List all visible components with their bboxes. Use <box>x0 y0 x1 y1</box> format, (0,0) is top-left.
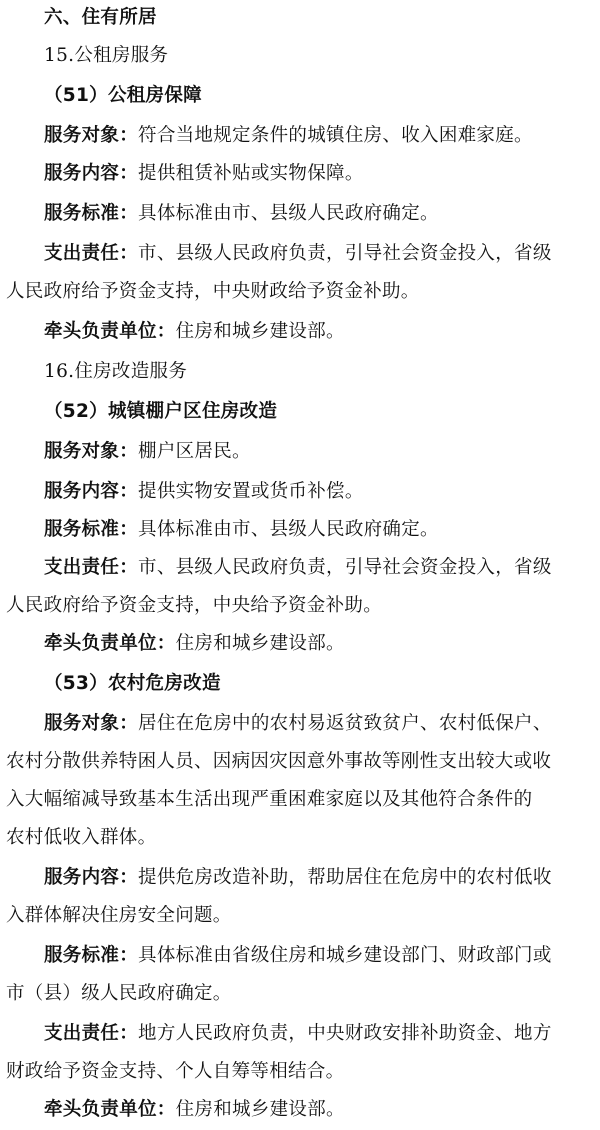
item53-target-line2: 农村分散供养特困人员、因病因灾因意外事故等刚性支出较大或收 <box>6 751 552 772</box>
item51-expense-line1 <box>0 242 600 266</box>
item-heading-53: （53）农村危房改造 <box>44 673 221 694</box>
item52-standard-text: 具体标准由市、县级人民政府确定。 <box>138 519 439 540</box>
item51-expense-text1: 市、县级人民政府负责，引导社会资金投入，省级 <box>138 243 552 264</box>
item53-lead-label: 牵头负责单位： <box>44 1099 176 1120</box>
item53-target-text1: 居住在危房中的农村易返贫致贫户、农村低保户、 <box>138 713 552 734</box>
item-heading-51: （51）公租房保障 <box>44 85 202 106</box>
item53-content-line1 <box>0 866 600 890</box>
item51-content-text: 提供租赁补贴或实物保障。 <box>138 163 364 184</box>
item53-target-line1 <box>0 712 600 736</box>
item51-expense-label: 支出责任： <box>44 243 139 264</box>
item53-content-line2: 入群体解决住房安全问题。 <box>6 905 232 926</box>
item51-standard-line <box>0 202 600 226</box>
item53-target-line4: 农村低收入群体。 <box>6 827 157 848</box>
item52-expense-label: 支出责任： <box>44 557 139 578</box>
item53-standard-line2: 市（县）级人民政府确定。 <box>6 983 232 1004</box>
item51-content-label: 服务内容： <box>44 163 139 184</box>
item53-expense-line1 <box>0 1022 600 1046</box>
item52-expense-text1: 市、县级人民政府负责，引导社会资金投入，省级 <box>138 557 552 578</box>
item52-lead-line <box>0 632 600 656</box>
item51-lead-text: 住房和城乡建设部。 <box>175 321 345 342</box>
item52-target-label: 服务对象： <box>44 441 139 462</box>
item51-target-line <box>0 124 600 148</box>
item53-target-label: 服务对象： <box>44 713 139 734</box>
item52-target-text: 棚户区居民。 <box>138 441 251 462</box>
item53-content-label: 服务内容： <box>44 867 139 888</box>
item-heading-52: （52）城镇棚户区住房改造 <box>44 401 278 422</box>
item52-content-text: 提供实物安置或货币补偿。 <box>138 481 364 502</box>
subsection-title-15: 15.公租房服务 <box>44 45 169 66</box>
item51-lead-line <box>0 320 600 344</box>
item52-expense-line2: 人民政府给予资金支持，中央给予资金补助。 <box>6 595 383 616</box>
item51-expense-line2: 人民政府给予资金支持，中央财政给予资金补助。 <box>6 281 420 302</box>
item53-expense-text1: 地方人民政府负责，中央财政安排补助资金、地方 <box>138 1023 552 1044</box>
item51-standard-text: 具体标准由市、县级人民政府确定。 <box>138 203 439 224</box>
item51-standard-label: 服务标准： <box>44 203 139 224</box>
item51-target-text: 符合当地规定条件的城镇住房、收入困难家庭。 <box>138 125 533 146</box>
item53-standard-text1: 具体标准由省级住房和城乡建设部门、财政部门或 <box>138 945 552 966</box>
item53-expense-label: 支出责任： <box>44 1023 139 1044</box>
item51-content-line <box>0 162 600 186</box>
item53-lead-line <box>0 1098 600 1122</box>
item51-target-label: 服务对象： <box>44 125 139 146</box>
item52-standard-label: 服务标准： <box>44 519 139 540</box>
subsection-title-16: 16.住房改造服务 <box>44 361 188 382</box>
item52-content-line <box>0 480 600 504</box>
item53-standard-label: 服务标准： <box>44 945 139 966</box>
item53-lead-text: 住房和城乡建设部。 <box>175 1099 345 1120</box>
item52-lead-text: 住房和城乡建设部。 <box>175 633 345 654</box>
item52-target-line <box>0 440 600 464</box>
item51-lead-label: 牵头负责单位： <box>44 321 176 342</box>
item52-content-label: 服务内容： <box>44 481 139 502</box>
section-title: 六、住有所居 <box>44 7 157 28</box>
item53-target-line3: 入大幅缩减导致基本生活出现严重困难家庭以及其他符合条件的 <box>6 789 533 810</box>
item53-expense-line2: 财政给予资金支持、个人自筹等相结合。 <box>6 1061 345 1082</box>
item53-standard-line1 <box>0 944 600 968</box>
item52-standard-line <box>0 518 600 542</box>
item53-content-text1: 提供危房改造补助，帮助居住在危房中的农村低收 <box>138 867 552 888</box>
item52-expense-line1 <box>0 556 600 580</box>
item52-lead-label: 牵头负责单位： <box>44 633 176 654</box>
